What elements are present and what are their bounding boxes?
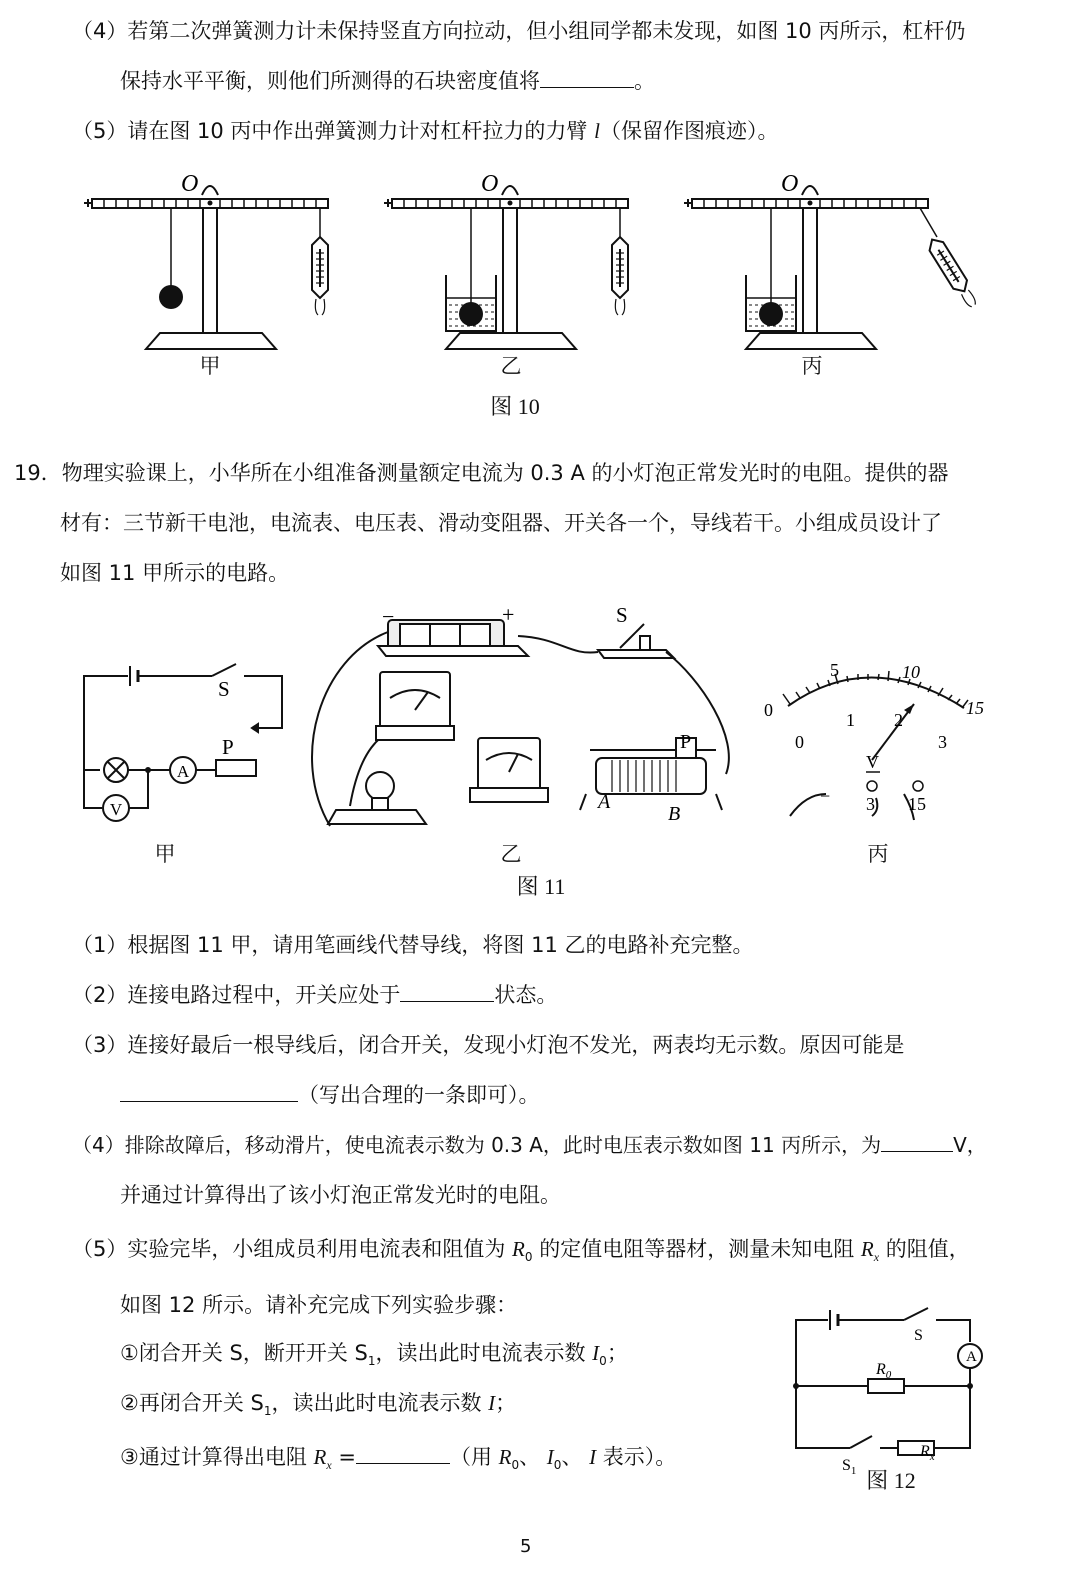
step3-var: R <box>313 1445 327 1469</box>
scale-outer-15: 15 <box>966 698 984 718</box>
jia-ammeter-symbol: A <box>176 762 190 781</box>
q18-part5 <box>72 116 778 146</box>
fig11-label-yi: 乙 <box>500 842 522 866</box>
step2-text: ②再闭合开关 S <box>120 1391 264 1415</box>
q19-part3-line1: （3）连接好最后一根导线后，闭合开关，发现小灯泡不发光，两表均无示数。原因可能是 <box>72 1033 905 1057</box>
fig10-label-bing: 丙 <box>801 354 823 378</box>
fig10-label-jia: 甲 <box>199 354 221 378</box>
jia-slider-label: P <box>222 735 234 759</box>
q19-part2-end: 状态。 <box>494 983 558 1007</box>
q18-part5-text: （5）请在图 10 丙中作出弹簧测力计对杠杆拉力的力臂 <box>72 119 595 143</box>
q19-step3 <box>120 1442 676 1480</box>
step3-list-I0: I <box>546 1445 554 1469</box>
step3-text: ③通过计算得出电阻 <box>120 1445 314 1469</box>
rheostat-terminal-B: B <box>668 803 681 825</box>
q18-part4-line1: （4）若第二次弹簧测力计未保持竖直方向拉动，但小组同学都未发现，如图 10 丙所示，杠杆仍 <box>72 19 966 43</box>
step3-sep2: 、 <box>561 1445 590 1469</box>
lever-apparatus-bing <box>684 186 928 349</box>
q19-part5-text-c: 的阻值， <box>879 1237 970 1261</box>
step3-list-R: R <box>498 1445 512 1469</box>
step1-sub: 1 <box>367 1354 376 1369</box>
terminal-3: 3 <box>866 794 875 814</box>
yi-switch-label: S <box>616 603 628 627</box>
step3-list-I: I <box>589 1445 597 1469</box>
step1-var-sub: 0 <box>599 1354 607 1369</box>
meter-unit-V: V <box>866 752 879 772</box>
scale-inner-1: 1 <box>846 710 855 730</box>
q19-intro-line2: 材有：三节新干电池，电流表、电压表、滑动变阻器、开关各一个，导线若干。小组成员设计了 <box>60 511 942 535</box>
figure-10 <box>0 165 1080 425</box>
scale-inner-3: 3 <box>938 732 947 752</box>
q19-step2 <box>120 1388 516 1426</box>
q19-part2-text: （2）连接电路过程中，开关应处于 <box>72 983 401 1007</box>
step1-text: ①闭合开关 S，断开开关 S <box>120 1341 368 1365</box>
fig12-ammeter-symbol: A <box>966 1349 977 1365</box>
q19-part1: （1）根据图 11 甲，请用笔画线代替导线，将图 11 乙的电路补充完整。 <box>72 933 754 957</box>
step3-post: （用 <box>449 1445 499 1469</box>
q18-part4-text: 保持水平平衡，则他们所测得的石块密度值将 <box>120 69 540 93</box>
yi-slider-label: P <box>680 731 692 753</box>
fig12-switch-S: S <box>914 1327 923 1344</box>
step1-mid: ，读出此时电流表示数 <box>375 1341 593 1365</box>
q19-part3-text: （写出合理的一条即可）。 <box>298 1083 540 1107</box>
answer-blank[interactable] <box>400 981 494 1002</box>
rheostat-terminal-A: A <box>598 791 611 813</box>
scale-outer-5: 5 <box>830 660 839 680</box>
q19-part4-text: （4）排除故障后，移动滑片，使电流表示数为 0.3 A，此时电压表示数如图 11 丙所示，为 <box>72 1133 882 1157</box>
q19-part5-line2: 如图 12 所示。请补充完成下列实验步骤： <box>120 1293 518 1317</box>
var-Rx: R <box>860 1237 874 1261</box>
scale-outer-10: 10 <box>902 662 920 682</box>
q18-part5-post: （保留作图痕迹）。 <box>599 119 779 143</box>
q19-part4-line1 <box>72 1130 987 1160</box>
q19-intro-line1: 19．物理实验课上，小华所在小组准备测量额定电流为 0.3 A 的小灯泡正常发光时的电阻。提供的器 <box>14 461 949 485</box>
lever-apparatus-jia <box>84 186 328 349</box>
fig10-caption: 图 10 <box>490 394 540 419</box>
spring-scale-jia <box>312 208 328 315</box>
q18-part4-line2 <box>120 66 655 96</box>
fig11-label-bing: 丙 <box>867 842 889 866</box>
q19-part4-line2: 并通过计算得出了该小灯泡正常发光时的电阻。 <box>120 1183 561 1207</box>
q19-intro-line3: 如图 11 甲所示的电路。 <box>60 561 290 585</box>
spring-scale-bing-tilted <box>920 208 980 310</box>
step2-end: ； <box>495 1391 517 1415</box>
step3-var-sub: x <box>326 1458 332 1473</box>
jia-switch-label: S <box>218 677 230 701</box>
step3-list-I0-sub: 0 <box>553 1458 562 1473</box>
q19-step1 <box>120 1338 628 1376</box>
terminal-minus: − <box>820 786 831 806</box>
q19-part4-unit: V， <box>953 1133 987 1157</box>
circuit-diagram-jia <box>84 664 282 821</box>
fig12-R0: $R_0$ <box>876 1361 892 1381</box>
pivot-label-yi: O <box>481 171 499 197</box>
answer-blank[interactable] <box>540 67 634 88</box>
spring-scale-yi <box>612 208 628 315</box>
answer-blank[interactable] <box>120 1081 298 1102</box>
q19-part5-text-a: （5）实验完毕，小组成员利用电流表和阻值为 <box>72 1237 513 1261</box>
answer-blank[interactable] <box>356 1443 450 1464</box>
stone-jia <box>159 285 183 309</box>
step3-eq: = <box>331 1445 356 1469</box>
step3-list-R-sub: 0 <box>511 1458 520 1473</box>
step2-sub: 1 <box>263 1404 272 1419</box>
physical-circuit-yi <box>312 620 729 826</box>
step1-end: ； <box>606 1341 628 1365</box>
q19-part5-text-b: 的定值电阻等器材，测量未知电阻 <box>532 1237 861 1261</box>
q19-part3-line2 <box>120 1080 540 1110</box>
fig12-caption: 图 12 <box>866 1468 916 1493</box>
battery-minus: − <box>382 604 395 629</box>
var-R0: R <box>512 1237 525 1261</box>
fig12-Rx: $R_x$ <box>920 1443 935 1463</box>
fig12-switch-S1: $S_1$ <box>842 1457 857 1477</box>
step1-var: I <box>592 1341 600 1365</box>
fig10-label-yi: 乙 <box>500 354 522 378</box>
pivot-label-bing: O <box>781 171 799 197</box>
q19-part2 <box>72 980 557 1010</box>
q18-part5-var: l <box>594 119 600 143</box>
scale-outer-0: 0 <box>764 700 773 720</box>
step3-end: 表示）。 <box>596 1445 677 1469</box>
lever-apparatus-yi <box>384 186 628 349</box>
jia-voltmeter-symbol: V <box>109 800 123 819</box>
fig11-caption: 图 11 <box>516 874 566 899</box>
scale-inner-2: 2 <box>894 710 903 730</box>
var-R0-sub: 0 <box>524 1250 533 1265</box>
answer-blank[interactable] <box>881 1131 953 1152</box>
step2-mid: ，读出此时电流表示数 <box>271 1391 489 1415</box>
terminal-15: 15 <box>908 794 926 814</box>
battery-plus: + <box>502 602 515 627</box>
step3-sep1: 、 <box>519 1445 547 1469</box>
var-Rx-sub: x <box>873 1250 880 1265</box>
fig11-label-jia: 甲 <box>154 842 176 866</box>
page-number: 5 <box>520 1536 532 1557</box>
scale-inner-0: 0 <box>795 732 804 752</box>
stone-bing <box>759 302 783 326</box>
step2-var: I <box>488 1391 496 1415</box>
q18-part4-end: 。 <box>634 69 655 93</box>
q19-part5-line1 <box>72 1234 970 1272</box>
stone-yi <box>459 302 483 326</box>
pivot-label-jia: O <box>181 171 199 197</box>
